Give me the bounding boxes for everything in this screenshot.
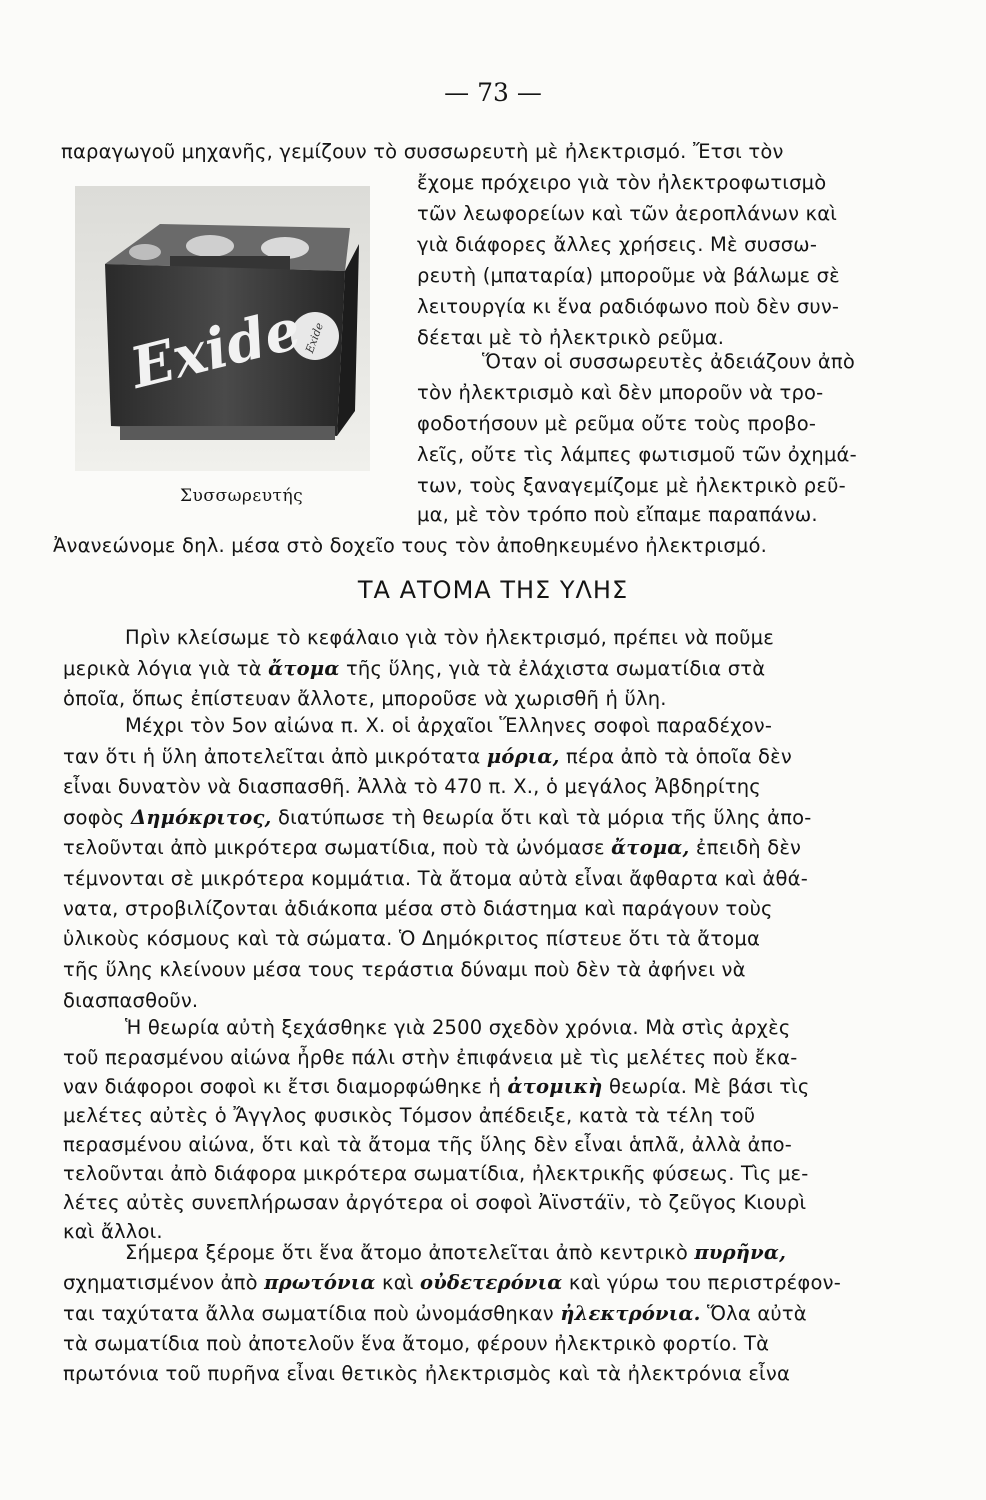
text-line: των, τοὺς ξαναγεμίζομε μὲ ἠλεκτρικὸ ρεῦ- (417, 474, 846, 497)
section-title: ΤΑ ΑΤΟΜΑ ΤΗΣ ΥΛΗΣ (357, 576, 629, 604)
text-line: τὰ σωματίδια ποὺ ἀποτελοῦν ἕνα ἄτομο, φέρουν ἠλεκτρικὸ φορτίο. Τὰ (63, 1332, 770, 1355)
text-line: τελοῦνται ἀπὸ μικρότερα σωματίδια, ποὺ τὰ ὠνόμασε ἄτομα, ἐπειδὴ δὲν (63, 836, 802, 859)
battery-cap-icon (261, 237, 309, 259)
emphasized-term: Δημόκριτος, (130, 806, 272, 829)
figure-caption: Συσσωρευτής (180, 486, 304, 506)
text-line: γιὰ διάφορες ἄλλες χρήσεις. Μὲ συσσω- (417, 233, 818, 256)
text-line: τῆς ὕλης κλείνουν μέσα τους τεράστια δύναμι ποὺ δὲν τὰ ἀφήνει νὰ (63, 958, 746, 981)
text-line: ὁποῖα, ὅπως ἐπίστευαν ἄλλοτε, μποροῦσε νὰ χωρισθῆ ἡ ὕλη. (63, 687, 667, 710)
battery-cap-icon (186, 235, 234, 257)
text-line: Σήμερα ξέρομε ὅτι ἕνα ἄτομο ἀποτελεῖται ἀπὸ κεντρικὸ πυρῆνα, (125, 1241, 787, 1264)
text-line: ται ταχύτατα ἄλλα σωματίδια ποὺ ὠνομάσθηκαν ἠλεκτρόνια. Ὅλα αὐτὰ (63, 1302, 807, 1325)
emphasized-term: ἠλεκτρόνια. (560, 1302, 701, 1325)
text-line: τελοῦνται ἀπὸ διάφορα μικρότερα σωματίδια, ἠλεκτρικῆς φύσεως. Τὶς με- (63, 1162, 809, 1185)
emphasized-term: πρωτόνια (264, 1271, 376, 1294)
svg-text:Exide: Exide (303, 320, 326, 355)
text-line: εἶναι δυνατὸν νὰ διασπασθῆ. Ἀλλὰ τὸ 470 π. Χ., ὁ μεγάλος Ἀβδηρίτης (63, 775, 761, 798)
emphasized-term: ἀτομικὴ (507, 1075, 603, 1098)
text-line: τῶν λεωφορείων καὶ τῶν ἀεροπλάνων καὶ (417, 202, 838, 225)
text-line: ταν ὅτι ἡ ὕλη ἀποτελεῖται ἀπὸ μικρότατα μόρια, πέρα ἀπὸ τὰ ὁποῖα δὲν (63, 745, 793, 768)
text-line: φοδοτήσουν μὲ ρεῦμα οὔτε τοὺς προβο- (417, 412, 817, 435)
emphasized-term: μόρια, (486, 745, 560, 768)
text-line: διασπασθοῦν. (63, 989, 199, 1012)
page-number: — 73 — (444, 78, 542, 107)
text-line: μελέτες αὐτὲς ὁ Ἄγγλος φυσικὸς Τόμσον ἀπέδειξε, κατὰ τὰ τέλη τοῦ (63, 1104, 756, 1127)
exide-logo: Exide (124, 296, 308, 402)
emphasized-term: οὐδετερόνια (419, 1271, 563, 1294)
text-line: πρωτόνια τοῦ πυρῆνα εἶναι θετικὸς ἠλεκτρισμὸς καὶ τὰ ἠλεκτρόνια εἶνα (63, 1362, 791, 1385)
text-line: Μέχρι τὸν 5ον αἰώνα π. Χ. οἱ ἀρχαῖοι Ἕλληνες σοφοὶ παραδέχον- (125, 714, 773, 737)
text-line: Ἡ θεωρία αὐτὴ ξεχάσθηκε γιὰ 2500 σχεδὸν χρόνια. Μὰ στὶς ἀρχὲς (125, 1016, 791, 1039)
text-line: λέτες αὐτὲς συνεπλήρωσαν ἀργότερα οἱ σοφοὶ Ἀϊνστάϊν, τὸ ζεῦγος Κιουρὶ (63, 1191, 807, 1214)
text-line: ρευτὴ (μπαταρία) μποροῦμε νὰ βάλωμε σὲ (417, 264, 840, 287)
text-line: ἔχομε πρόχειρο γιὰ τὸν ἠλεκτροφωτισμὸ (417, 171, 827, 194)
text-line: ὑλικοὺς κόσμους καὶ τὰ σώματα. Ὁ Δημόκριτος πίστευε ὅτι τὰ ἄτομα (63, 927, 761, 950)
battery-cap-icon (129, 244, 161, 260)
text-line: Πρὶν κλείσωμε τὸ κεφάλαιο γιὰ τὸν ἠλεκτρισμό, πρέπει νὰ ποῦμε (125, 626, 774, 649)
emphasized-term: πυρῆνα, (694, 1241, 787, 1264)
text-line: περασμένου αἰώνα, ὅτι καὶ τὰ ἄτομα τῆς ὕλης δὲν εἶναι ἁπλᾶ, ἀλλὰ ἀπο- (63, 1133, 792, 1156)
text-line: μα, μὲ τὸν τρόπο ποὺ εἴπαμε παραπάνω. (417, 503, 818, 526)
text-line: Ἀνανεώνομε δηλ. μέσα στὸ δοχεῖο τους τὸν ἀποθηκευμένο ἠλεκτρισμό. (53, 534, 768, 557)
text-line: τοῦ περασμένου αἰώνα ἦρθε πάλι στὴν ἐπιφάνεια μὲ τὶς μελέτες ποὺ ἔκα- (63, 1046, 798, 1069)
text-line: τὸν ἠλεκτρισμὸ καὶ δὲν μποροῦν νὰ τρο- (417, 381, 824, 404)
text-line: παραγωγοῦ μηχανῆς, γεμίζουν τὸ συσσωρευτὴ μὲ ἠλεκτρισμό. Ἔτσι τὸν (61, 140, 784, 163)
text-line: σχηματισμένον ἀπὸ πρωτόνια καὶ οὐδετερόνια καὶ γύρω του περιστρέφον- (63, 1271, 841, 1294)
emphasized-term: ἄτομα (268, 657, 340, 680)
battery-photo (75, 186, 370, 471)
battery-illustration (75, 186, 370, 471)
text-line: τέμνονται σὲ μικρότερα κομμάτια. Τὰ ἄτομα αὐτὰ εἶναι ἄφθαρτα καὶ ἀθά- (63, 867, 808, 890)
text-line: λειτουργία κι ἕνα ραδιόφωνο ποὺ δὲν συν- (417, 295, 840, 318)
text-line: ναν διάφοροι σοφοὶ κι ἔτσι διαμορφώθηκε ἡ ἀτομικὴ θεωρία. Μὲ βάσι τὶς (63, 1075, 810, 1098)
text-line: Ὅταν οἱ συσσωρευτὲς ἀδειάζουν ἀπὸ (482, 350, 855, 373)
text-line: καὶ ἄλλοι. (63, 1220, 163, 1243)
text-line: λεῖς, οὔτε τὶς λάμπες φωτισμοῦ τῶν ὀχημά- (417, 443, 857, 466)
text-line: σοφὸς Δημόκριτος, διατύπωσε τὴ θεωρία ὅτι καὶ τὰ μόρια τῆς ὕλης ἀπο- (63, 806, 812, 829)
text-line: μερικὰ λόγια γιὰ τὰ ἄτομα τῆς ὕλης, γιὰ τὰ ἐλάχιστα σωματίδια στὰ (63, 657, 766, 680)
text-line: δέεται μὲ τὸ ἠλεκτρικὸ ρεῦμα. (417, 326, 725, 349)
emphasized-term: ἄτομα, (611, 836, 690, 859)
text-line: νατα, στροβιλίζονται ἀδιάκοπα μέσα στὸ διάστημα καὶ παράγουν τοὺς (63, 897, 773, 920)
